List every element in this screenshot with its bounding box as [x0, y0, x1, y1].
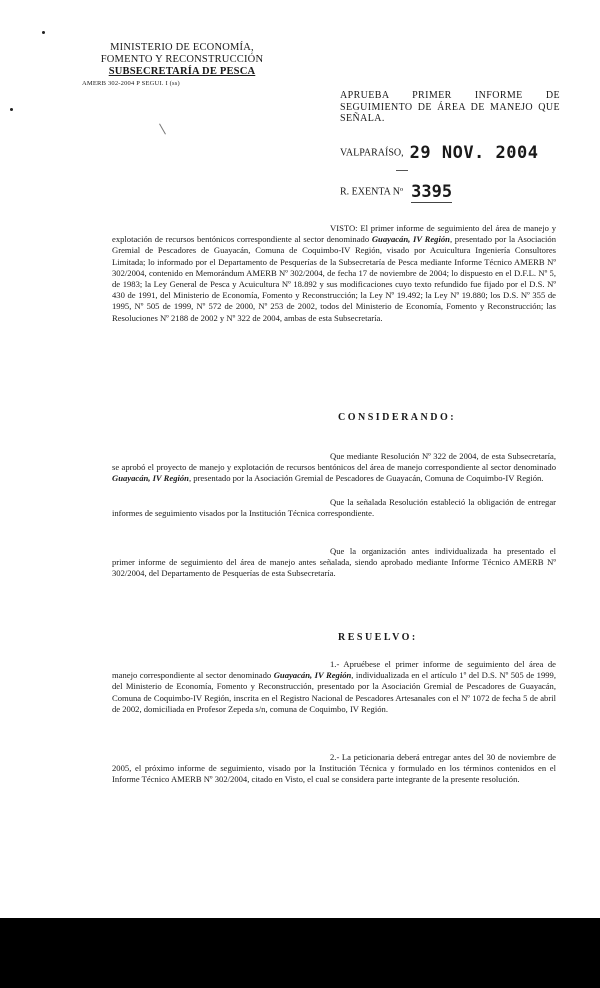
visto-paragraph: VISTO: El primer informe de seguimiento del área de manejo y explotación de recursos bentónicos correspondiente al sector denominado Guayacán, IV Región, presentado por la Asociación Gremial de Pescadores de Guayacán, Comuna de Coquimbo-IV Región, visado por Acuicultura Ingeniería Consultores Limitada; lo informado por el Departamento de Pesquerías de la Subsecretaría de Pesca mediante Informe Técnico AMERB Nº 302/2004, contenido en Memorándum AMERB Nº 302/2004, de fecha 17 de noviembre de 2004; lo dispuesto en el D.F.L. Nº 5, de 1983; la Ley General de Pesca y Acuicultura Nº 18.892 y sus modificaciones cuyo texto refundido fue fijado por el D.S. Nº 430 de 1991, del Ministerio de Economía, Fomento y Reconstrucción; la Ley Nº 19.492; la Ley Nº 19.880; los D.S. Nº 355 de 1995, Nº 505 de 1999, Nº 572 de 2000, Nº 253 de 2002, todos del Ministerio de Economía, Fomento y Reconstrucción; las Resoluciones Nº 2188 de 2002 y Nº 322 de 2004, ambas de esta Subsecretaría.	[112, 223, 556, 323]
ministry-name-2: FOMENTO Y RECONSTRUCCIÓN	[100, 54, 264, 65]
date-label: VALPARAÍSO,	[340, 147, 404, 159]
dash-mark	[396, 170, 408, 171]
considerando-paragraph-1: Que mediante Resolución Nº 322 de 2004, de esta Subsecretaría, se aprobó el proyecto de manejo y explotación de recursos bentónicos del área de manejo correspondiente al sector denominado Guayacán, IV Región, presentado por la Asociación Gremial de Pescadores de Guayacán, Comuna de Coquimbo-IV Región.	[112, 451, 556, 484]
letterhead	[82, 42, 272, 87]
scan-speck	[42, 31, 45, 34]
date-line	[340, 143, 538, 163]
place-name: Guayacán, IV Región	[112, 473, 189, 484]
scan-speck	[10, 108, 13, 111]
scan-border	[0, 918, 600, 988]
resuelvo-item-2: 2.- La peticionaria deberá entregar antes del 30 de noviembre de 2005, el próximo informe de seguimiento, visado por la Institución Técnica y formulado en los términos contenidos en el Informe Técnico AMERB Nº 302/2004, citado en Visto, el cual se considera parte integrante de la presente resolución.	[112, 752, 556, 785]
considerando-paragraph-2: Que la señalada Resolución estableció la obligación de entregar informes de seguimiento visados por la Institución Técnica correspondiente.	[112, 497, 556, 519]
resuelvo-heading: RESUELVO:	[338, 632, 418, 643]
visto-label: VISTO:	[330, 223, 358, 233]
place-name: Guayacán, IV Región	[371, 234, 450, 245]
resolution-label: R. EXENTA Nº	[340, 186, 404, 198]
resolution-line	[340, 182, 452, 202]
ministry-name: MINISTERIO DE ECONOMÍA,	[110, 42, 254, 53]
resolution-number: 3395	[411, 182, 453, 202]
file-reference: AMERB 302-2004 P SEGUI. I (ss)	[82, 80, 180, 87]
place-name: Guayacán, IV Región	[273, 670, 352, 681]
considerando-paragraph-3: Que la organización antes individualizada ha presentado el primer informe de seguimiento del área de manejo antes señalada, siendo aprobado mediante Informe Técnico AMERB Nº 302/2004, del Departamento de Pesquerías de esta Subsecretaría.	[112, 546, 556, 579]
resuelvo-item-1: 1.- Apruébese el primer informe de seguimiento del área de manejo correspondiente al sector denominado Guayacán, IV Región, individualizada en el artículo 1º del D.S. Nº 505 de 1999, del Ministerio de Economía, Fomento y Reconstrucción, presentado por la Asociación Gremial de Pescadores de Guayacán, Comuna de Coquimbo-IV Región, inscrita en el Registro Nacional de Pescadores Artesanales con el Nº 1072 de fecha 5 de abril de 2002, domiciliada en Profesor Zepeda s/n, comuna de Coquimbo, IV Región.	[112, 659, 556, 714]
date-stamp: 29 NOV. 2004	[409, 143, 539, 163]
scan-mark	[159, 124, 166, 135]
considerando-heading: CONSIDERANDO:	[338, 412, 457, 423]
document-title: APRUEBA PRIMER INFORME DE SEGUIMIENTO DE ÁREA DE MANEJO QUE SEÑALA.	[340, 90, 560, 124]
subsecretaria-name: SUBSECRETARÍA DE PESCA	[108, 66, 256, 77]
